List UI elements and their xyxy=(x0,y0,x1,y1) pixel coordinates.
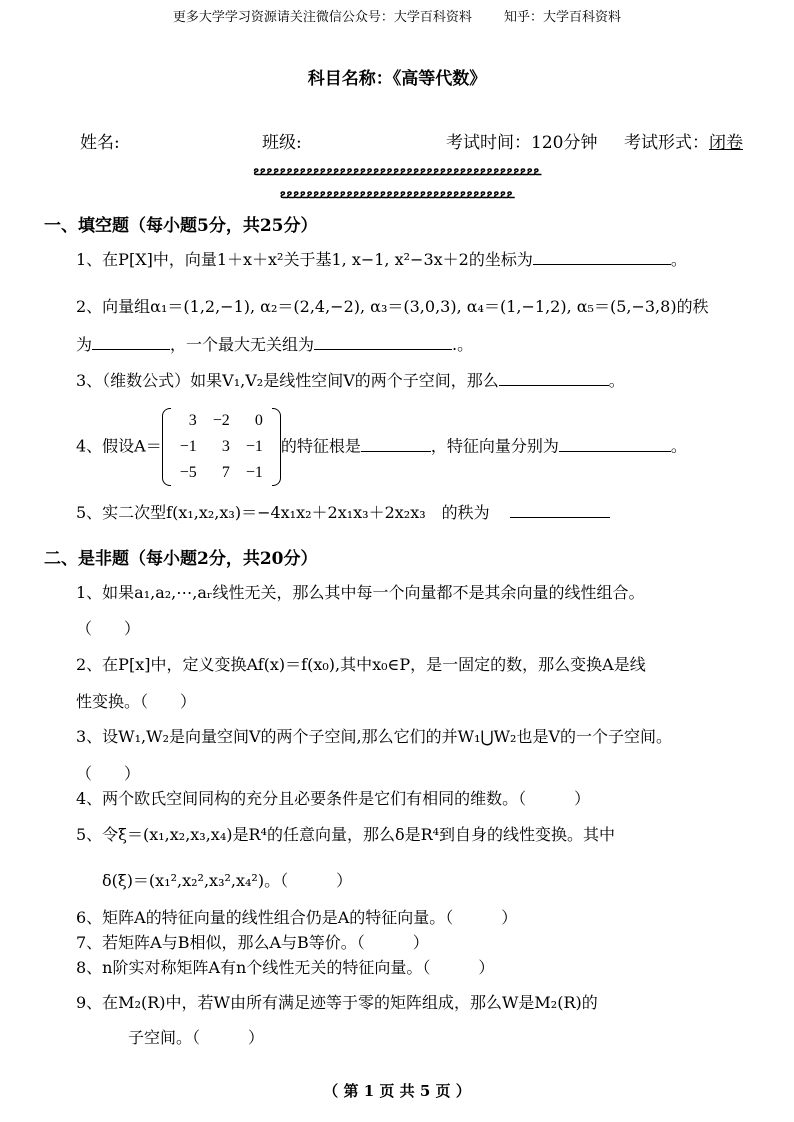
time-label: 考试时间：120分钟 xyxy=(446,133,598,153)
matrix-cell: −1 xyxy=(245,438,263,455)
s1-q4-eigenvalue-blank[interactable] xyxy=(361,437,431,452)
s1-question-3 xyxy=(76,368,625,391)
s1-q4-middle2: ，特征向量分别为 xyxy=(430,436,559,456)
header-note: 更多大学学习资源请关注微信公众号：大学百科资料 知乎：大学百科资料 xyxy=(172,10,622,25)
s2-q3: 3、设W₁,W₂是向量空间V的两个子空间,那么它们的并W₁⋃W₂也是V的一个子空间。 xyxy=(76,727,673,746)
matrix-cell: 3 xyxy=(221,438,230,455)
matrix-cell: −5 xyxy=(179,464,197,481)
s1-q2-end: .。 xyxy=(452,335,474,354)
s1-q5-text: 5、实二次型f(x₁,x₂,x₃)＝−4x₁x₂＋2x₁x₃＋2x₂x₃ 的秩为 xyxy=(76,503,490,522)
s1-q2-basis-blank[interactable] xyxy=(314,335,452,350)
s2-q1-paren[interactable]: （ ） xyxy=(76,619,141,638)
matrix-cell: 3 xyxy=(188,412,197,429)
s1-q3-blank[interactable] xyxy=(499,371,609,386)
subject-title: 科目名称：《高等代数》 xyxy=(307,69,487,89)
name-label: 姓名: xyxy=(80,133,120,153)
s2-q1: 1、如果a₁,a₂,⋯,aᵣ线性无关，那么其中每一个向量都不是其余向量的线性组合。 xyxy=(76,583,645,602)
s2-q4[interactable]: 4、两个欧氏空间同构的充分且必要条件是它们有相同的维数。（ ） xyxy=(76,789,591,808)
s1-question-4 xyxy=(76,408,687,486)
s2-q7[interactable]: 7、若矩阵A与B相似，那么A与B等价。（ ） xyxy=(76,933,429,952)
s1-q4-middle: 的特征根是 xyxy=(280,436,361,456)
s2-q5-line1: 5、令ξ＝(x₁,x₂,x₃,x₄)是R⁴的任意向量，那么δ是R⁴到自身的线性变换。其中 xyxy=(76,825,616,844)
s2-q2-line1: 2、在P[x]中，定义变换Af(x)＝f(x₀),其中x₀∈P，是一固定的数，那么变换A是线 xyxy=(76,655,646,674)
s2-q5-line2[interactable]: δ(ξ)＝(x₁²,x₂²,x₃²,x₄²)。（ ） xyxy=(102,871,353,890)
s1-question-5 xyxy=(76,500,610,523)
form-label-text: 考试形式： xyxy=(624,133,709,153)
decorative-border-row-1: ఽఽఽఽఽఽఽఽఽఽఽఽఽఽఽఽఽఽఽఽఽఽఽఽఽఽఽఽఽఽఽఽఽఽఽఽఽఽఽఽఽఽఽ xyxy=(253,164,541,179)
s2-q9-line2[interactable]: 子空间。（ ） xyxy=(128,1028,265,1047)
s1-q1-text: 1、在P[X]中，向量1＋x＋x²关于基1, x−1, x²−3x＋2的坐标为 xyxy=(76,250,533,269)
form-label xyxy=(624,128,743,153)
s1-q4-eigenvector-blank[interactable] xyxy=(559,437,671,452)
s1-q2-line1: 2、向量组α₁＝(1,2,−1), α₂＝(2,4,−2), α₃＝(3,0,3), α₄＝(1,−1,2), α₅＝(5,−3,8)的秩 xyxy=(76,297,709,316)
s1-q2-middle: ，一个最大无关组为 xyxy=(170,335,315,354)
matrix-cell: 0 xyxy=(254,412,263,429)
section-2-title: 二、是非题（每小题2分，共20分） xyxy=(44,549,318,569)
s1-question-1 xyxy=(76,247,687,270)
s2-q9-line1: 9、在M₂(R)中，若W由所有满足迹等于零的矩阵组成，那么W是M₂(R)的 xyxy=(76,993,598,1012)
form-value: 闭卷 xyxy=(709,133,743,153)
s1-q2-rank-blank[interactable] xyxy=(92,335,170,350)
matrix-cell: −2 xyxy=(212,412,230,429)
s2-q3-paren[interactable]: （ ） xyxy=(76,764,141,783)
matrix-cell: −1 xyxy=(179,438,197,455)
matrix-a xyxy=(162,408,281,486)
s1-question-2-line2 xyxy=(76,332,473,355)
class-label: 班级: xyxy=(262,133,302,153)
s1-q2-prefix: 为 xyxy=(76,335,93,354)
s2-q6[interactable]: 6、矩阵A的特征向量的线性组合仍是A的特征向量。（ ） xyxy=(76,908,518,927)
matrix-cell: 7 xyxy=(221,464,230,481)
s1-q1-period: 。 xyxy=(670,250,687,269)
section-1-title: 一、填空题（每小题5分，共25分） xyxy=(44,216,318,236)
s1-q3-text: 3、（维数公式）如果V₁,V₂是线性空间V的两个子空间，那么 xyxy=(76,371,499,390)
s1-q4-period: 。 xyxy=(670,436,687,456)
s2-q2-line2[interactable]: 性变换。（ ） xyxy=(76,692,197,711)
s2-q8[interactable]: 8、n阶实对称矩阵A有n个线性无关的特征向量。（ ） xyxy=(76,958,495,977)
page-footer: （ 第 1 页 共 5 页 ） xyxy=(323,1082,471,1100)
s1-q3-period: 。 xyxy=(608,371,625,390)
s1-q5-blank[interactable] xyxy=(510,503,610,518)
s1-q4-prefix: 4、假设A＝ xyxy=(76,436,162,456)
decorative-border-row-2: ఽఽఽఽఽఽఽఽఽఽఽఽఽఽఽఽఽఽఽఽఽఽఽఽఽఽఽఽఽఽఽఽఽఽఽ xyxy=(280,187,514,202)
matrix-cell: −1 xyxy=(245,464,263,481)
s1-q1-blank[interactable] xyxy=(533,250,671,265)
